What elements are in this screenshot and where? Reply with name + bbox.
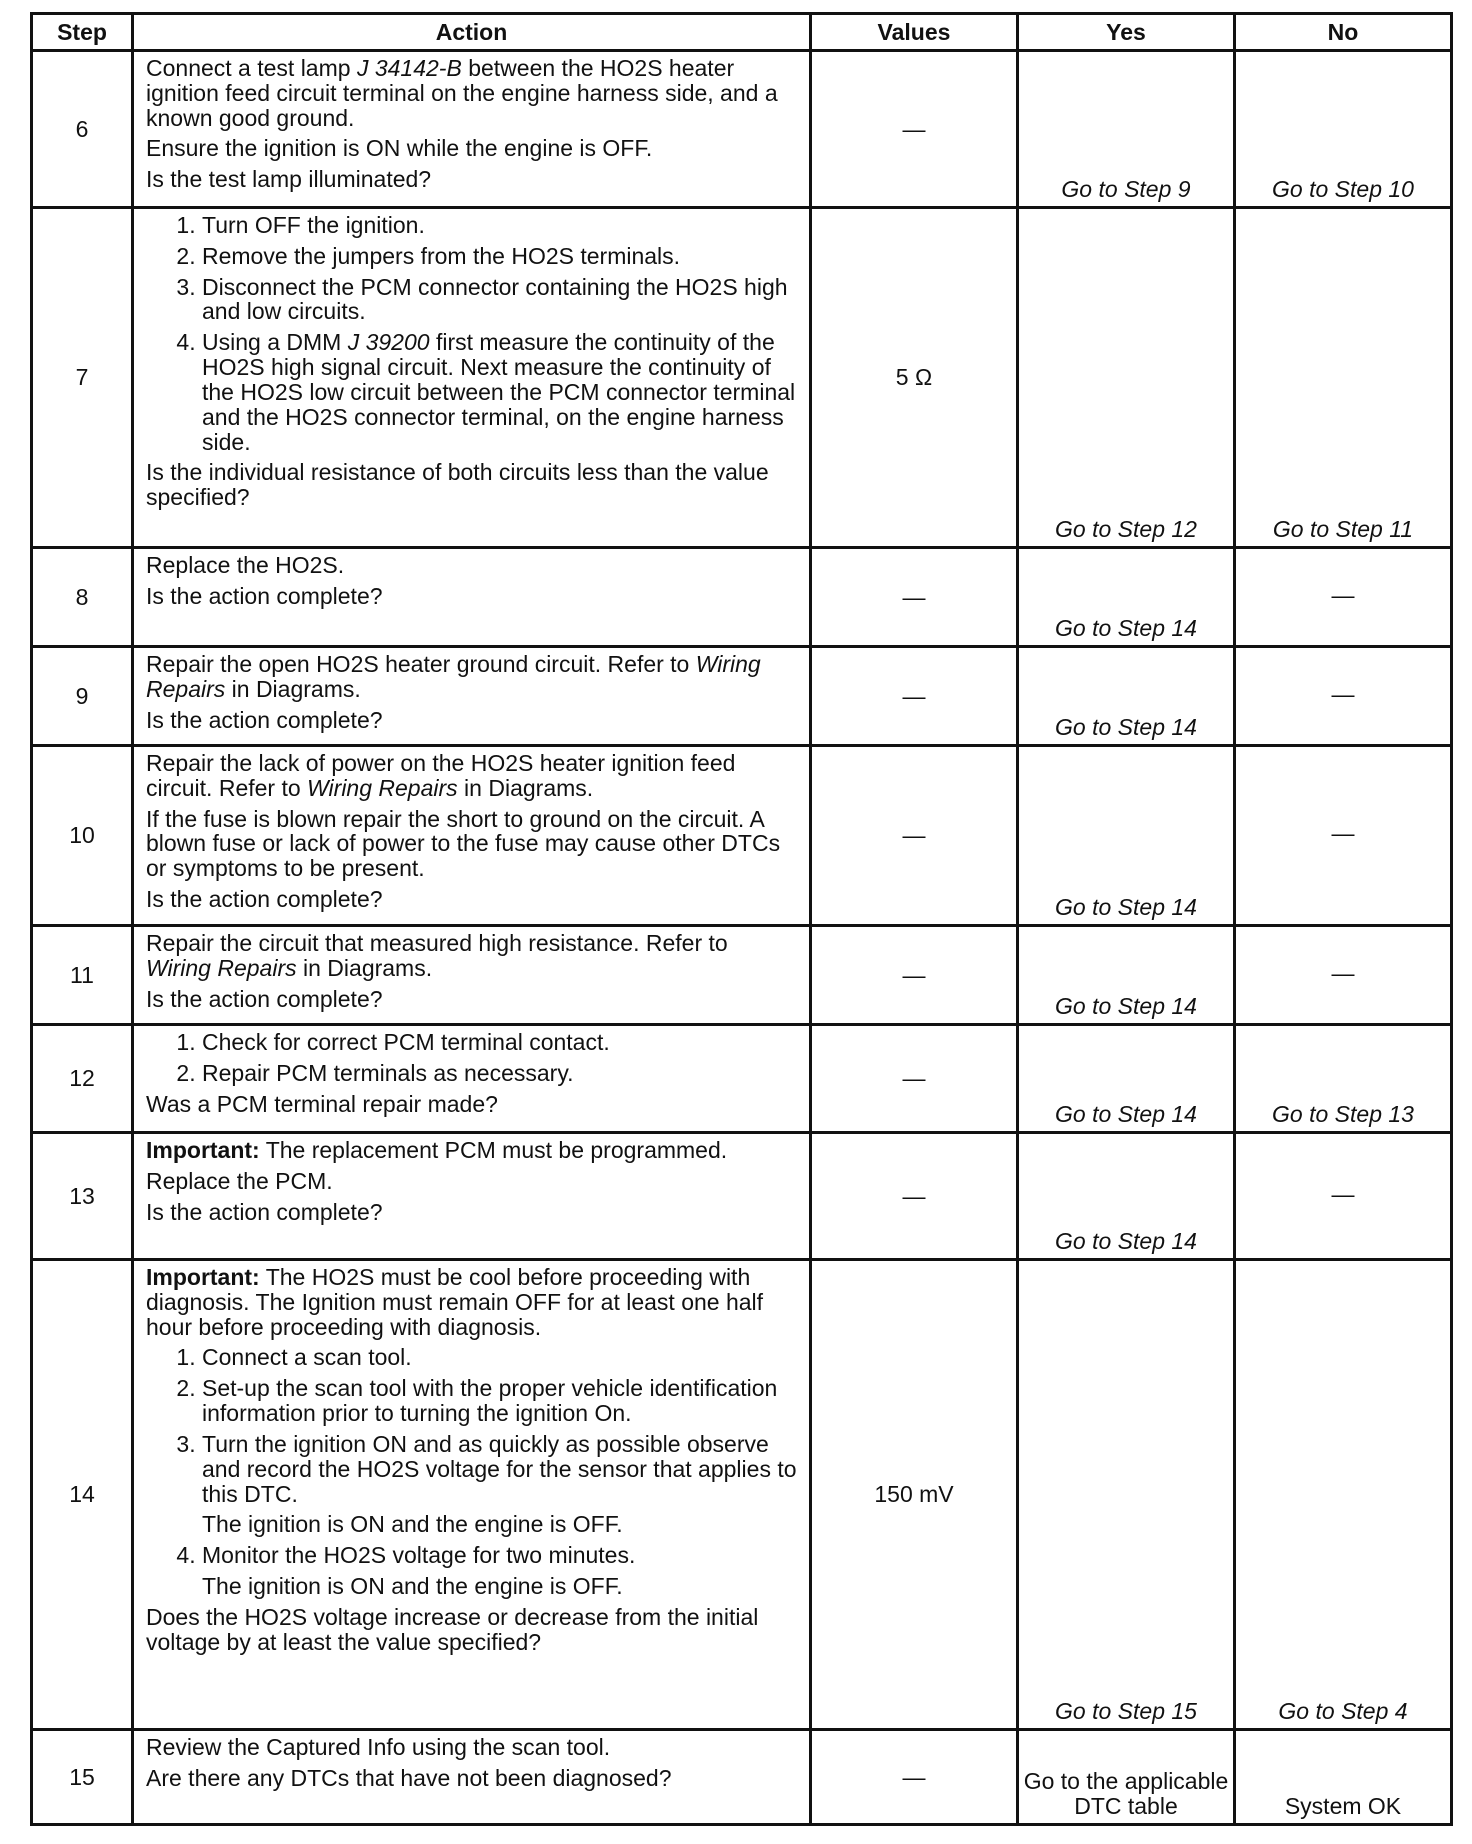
table-row bbox=[32, 208, 1452, 548]
step-number: 14 bbox=[32, 1260, 133, 1730]
table-row bbox=[32, 926, 1452, 1025]
action-text: Repair the open HO2S heater ground circuit. Refer to Wiring Repairs in Diagrams. bbox=[146, 651, 761, 702]
value-cell: — bbox=[811, 1730, 1018, 1825]
yes-cell: Go to Step 14 bbox=[1018, 1025, 1235, 1133]
action-question: Is the action complete? bbox=[146, 582, 383, 609]
no-cell: — bbox=[1235, 647, 1452, 746]
header-row bbox=[32, 14, 1452, 51]
important-note: Important: The replacement PCM must be programmed. bbox=[146, 1137, 728, 1163]
procedure-item: 4. Monitor the HO2S voltage for two minutes. The ignition is ON and the engine is OFF. bbox=[202, 1543, 797, 1599]
procedure-item: 1. Check for correct PCM terminal contact. bbox=[202, 1030, 797, 1055]
yes-cell: Go to Step 14 bbox=[1018, 926, 1235, 1025]
value-cell: 5 Ω bbox=[811, 208, 1018, 548]
action-cell bbox=[133, 51, 811, 208]
condition-note: The ignition is ON and the engine is OFF. bbox=[202, 1573, 623, 1600]
yes-cell: Go to Step 14 bbox=[1018, 746, 1235, 926]
action-text: Replace the HO2S. bbox=[146, 552, 345, 578]
step-number: 6 bbox=[32, 51, 133, 208]
yes-cell: Go to Step 12 bbox=[1018, 208, 1235, 548]
step-number: 11 bbox=[32, 926, 133, 1025]
procedure-item: 2. Remove the jumpers from the HO2S terminals. bbox=[202, 244, 797, 269]
step-number: 10 bbox=[32, 746, 133, 926]
important-note: Important: The HO2S must be cool before proceeding with diagnosis. The Ignition must remain OFF for at least one half hour before proceeding with diagnosis. bbox=[146, 1264, 764, 1340]
condition-note: The ignition is ON and the engine is OFF. bbox=[202, 1511, 623, 1538]
action-text: Replace the PCM. bbox=[146, 1167, 333, 1194]
step-number: 8 bbox=[32, 548, 133, 647]
no-cell: Go to Step 10 bbox=[1235, 51, 1452, 208]
action-question: Is the test lamp illuminated? bbox=[146, 166, 432, 193]
action-question: Is the action complete? bbox=[146, 706, 383, 733]
value-cell: 150 mV bbox=[811, 1260, 1018, 1730]
action-cell bbox=[133, 926, 811, 1025]
procedure-item: 1. Connect a scan tool. bbox=[202, 1345, 797, 1370]
action-text: Review the Captured Info using the scan tool. bbox=[146, 1734, 611, 1760]
yes-cell: Go to Step 14 bbox=[1018, 1133, 1235, 1260]
no-cell: — bbox=[1235, 548, 1452, 647]
no-cell: — bbox=[1235, 1133, 1452, 1260]
table-row bbox=[32, 1025, 1452, 1133]
procedure-list bbox=[146, 1030, 797, 1086]
no-cell: System OK bbox=[1235, 1730, 1452, 1825]
action-text: Repair the circuit that measured high resistance. Refer to Wiring Repairs in Diagrams. bbox=[146, 930, 728, 981]
action-question: Is the action complete? bbox=[146, 886, 383, 913]
value-cell: — bbox=[811, 746, 1018, 926]
yes-cell: Go to the applicable DTC table bbox=[1018, 1730, 1235, 1825]
action-question: Are there any DTCs that have not been diagnosed? bbox=[146, 1764, 672, 1791]
action-text: Connect a test lamp J 34142-B between the HO2S heater ignition feed circuit terminal on the engine harness side, and a known good ground. bbox=[146, 55, 778, 131]
action-text: Ensure the ignition is ON while the engine is OFF. bbox=[146, 135, 653, 162]
diagnostic-table bbox=[30, 12, 1453, 1826]
step-number: 12 bbox=[32, 1025, 133, 1133]
action-question: Does the HO2S voltage increase or decrease from the initial voltage by at least the value specified? bbox=[146, 1603, 759, 1655]
procedure-item: 3. Turn the ignition ON and as quickly as possible observe and record the HO2S voltage for the sensor that applies to this DTC. The ignition is ON and the engine is OFF. bbox=[202, 1432, 797, 1537]
value-cell: — bbox=[811, 51, 1018, 208]
table-row bbox=[32, 548, 1452, 647]
action-text: If the fuse is blown repair the short to ground on the circuit. A blown fuse or lack of power to the fuse may cause other DTCs or symptoms to be present. bbox=[146, 805, 781, 882]
header-yes: Yes bbox=[1018, 14, 1235, 51]
yes-cell: Go to Step 15 bbox=[1018, 1260, 1235, 1730]
yes-cell: Go to Step 14 bbox=[1018, 548, 1235, 647]
action-cell bbox=[133, 647, 811, 746]
action-text: Repair the lack of power on the HO2S heater ignition feed circuit. Refer to Wiring Repairs in Diagrams. bbox=[146, 750, 736, 801]
action-cell bbox=[133, 548, 811, 647]
action-cell bbox=[133, 1133, 811, 1260]
procedure-item: 1. Turn OFF the ignition. bbox=[202, 213, 797, 238]
no-cell: Go to Step 13 bbox=[1235, 1025, 1452, 1133]
value-cell: — bbox=[811, 1133, 1018, 1260]
step-number: 7 bbox=[32, 208, 133, 548]
table-row bbox=[32, 51, 1452, 208]
no-cell: — bbox=[1235, 926, 1452, 1025]
header-action: Action bbox=[133, 14, 811, 51]
yes-cell: Go to Step 9 bbox=[1018, 51, 1235, 208]
procedure-item: 2. Set-up the scan tool with the proper vehicle identification information prior to turning the ignition On. bbox=[202, 1376, 797, 1426]
table-row bbox=[32, 647, 1452, 746]
action-question: Is the action complete? bbox=[146, 985, 383, 1012]
step-number: 15 bbox=[32, 1730, 133, 1825]
action-cell bbox=[133, 1025, 811, 1133]
no-cell: Go to Step 11 bbox=[1235, 208, 1452, 548]
header-step: Step bbox=[32, 14, 133, 51]
procedure-item: 4. Using a DMM J 39200 first measure the continuity of the HO2S high signal circuit. Next measure the continuity of the HO2S low circuit between the PCM connector terminal and the HO2S connector terminal, on the engine harness side. bbox=[202, 330, 797, 454]
header-no: No bbox=[1235, 14, 1452, 51]
procedure-list bbox=[146, 213, 797, 454]
table-row bbox=[32, 1260, 1452, 1730]
action-question: Was a PCM terminal repair made? bbox=[146, 1090, 498, 1117]
action-cell bbox=[133, 208, 811, 548]
value-cell: — bbox=[811, 647, 1018, 746]
table-row bbox=[32, 1133, 1452, 1260]
action-question: Is the action complete? bbox=[146, 1198, 383, 1225]
procedure-item: 2. Repair PCM terminals as necessary. bbox=[202, 1061, 797, 1086]
procedure-list bbox=[146, 1345, 797, 1598]
table-row bbox=[32, 746, 1452, 926]
no-cell: Go to Step 4 bbox=[1235, 1260, 1452, 1730]
step-number: 9 bbox=[32, 647, 133, 746]
value-cell: — bbox=[811, 1025, 1018, 1133]
action-cell bbox=[133, 1260, 811, 1730]
header-values: Values bbox=[811, 14, 1018, 51]
action-cell bbox=[133, 746, 811, 926]
step-number: 13 bbox=[32, 1133, 133, 1260]
action-cell bbox=[133, 1730, 811, 1825]
no-cell: — bbox=[1235, 746, 1452, 926]
procedure-item: 3. Disconnect the PCM connector containing the HO2S high and low circuits. bbox=[202, 275, 797, 325]
table-row bbox=[32, 1730, 1452, 1825]
action-question: Is the individual resistance of both circuits less than the value specified? bbox=[146, 459, 769, 511]
value-cell: — bbox=[811, 548, 1018, 647]
yes-cell: Go to Step 14 bbox=[1018, 647, 1235, 746]
value-cell: — bbox=[811, 926, 1018, 1025]
